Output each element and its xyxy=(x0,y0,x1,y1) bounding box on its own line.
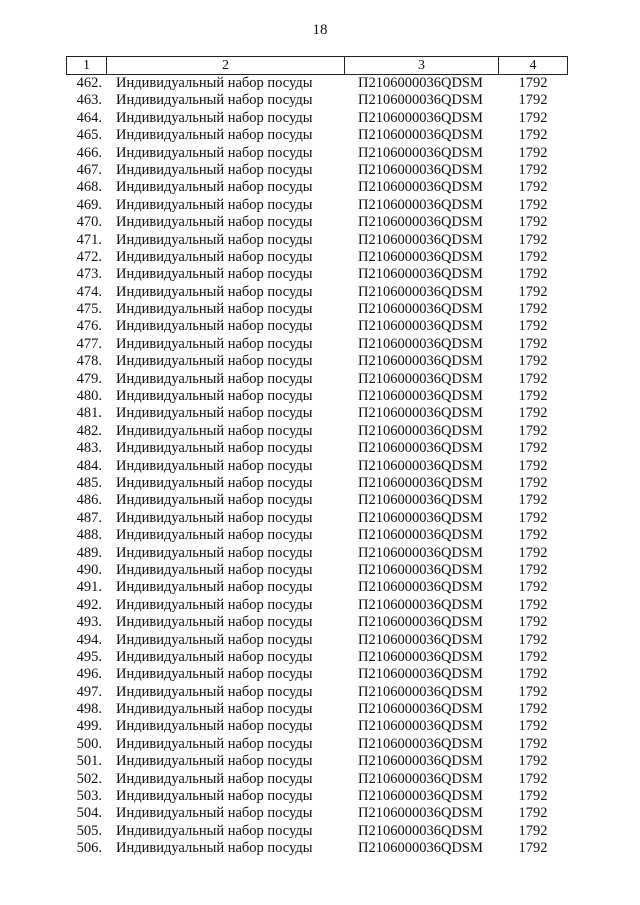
item-name: Индивидуальный набор посуды xyxy=(116,770,313,787)
table-row xyxy=(66,632,568,649)
item-code: П2106000036QDSM xyxy=(358,527,483,544)
item-name: Индивидуальный набор посуды xyxy=(116,474,313,491)
table-row xyxy=(66,545,568,562)
row-number: 485. xyxy=(76,474,102,491)
item-quantity: 1792 xyxy=(518,231,548,248)
row-number: 465. xyxy=(76,127,102,144)
item-code: П2106000036QDSM xyxy=(358,666,483,683)
table-row xyxy=(66,405,568,422)
row-number: 469. xyxy=(76,196,102,213)
row-number: 472. xyxy=(76,248,102,265)
item-code: П2106000036QDSM xyxy=(358,179,483,196)
item-name: Индивидуальный набор посуды xyxy=(116,492,313,509)
row-number: 475. xyxy=(76,301,102,318)
table-row xyxy=(66,562,568,579)
row-number: 499. xyxy=(76,718,102,735)
item-quantity: 1792 xyxy=(518,596,548,613)
row-number: 486. xyxy=(76,492,102,509)
item-name: Индивидуальный набор посуды xyxy=(116,144,313,161)
item-name: Индивидуальный набор посуды xyxy=(116,388,313,405)
item-name: Индивидуальный набор посуды xyxy=(116,127,313,144)
item-quantity: 1792 xyxy=(518,144,548,161)
item-code: П2106000036QDSM xyxy=(358,753,483,770)
item-name: Индивидуальный набор посуды xyxy=(116,161,313,178)
table-row xyxy=(66,336,568,353)
row-number: 480. xyxy=(76,388,102,405)
row-number: 501. xyxy=(76,753,102,770)
row-number: 464. xyxy=(76,109,102,126)
table-row xyxy=(66,284,568,301)
item-code: П2106000036QDSM xyxy=(358,370,483,387)
item-code: П2106000036QDSM xyxy=(358,805,483,822)
item-code: П2106000036QDSM xyxy=(358,509,483,526)
item-name: Индивидуальный набор посуды xyxy=(116,561,313,578)
item-quantity: 1792 xyxy=(518,735,548,752)
item-code: П2106000036QDSM xyxy=(358,544,483,561)
item-quantity: 1792 xyxy=(518,127,548,144)
item-code: П2106000036QDSM xyxy=(358,701,483,718)
table-row xyxy=(66,805,568,822)
table-row xyxy=(66,458,568,475)
item-code: П2106000036QDSM xyxy=(358,301,483,318)
table-row xyxy=(66,736,568,753)
row-number: 496. xyxy=(76,666,102,683)
table-row xyxy=(66,214,568,231)
item-code: П2106000036QDSM xyxy=(358,718,483,735)
item-name: Индивидуальный набор посуды xyxy=(116,405,313,422)
item-name: Индивидуальный набор посуды xyxy=(116,683,313,700)
item-quantity: 1792 xyxy=(518,161,548,178)
row-number: 489. xyxy=(76,544,102,561)
row-number: 481. xyxy=(76,405,102,422)
item-code: П2106000036QDSM xyxy=(358,683,483,700)
table-row xyxy=(66,162,568,179)
item-name: Индивидуальный набор посуды xyxy=(116,214,313,231)
table-row xyxy=(66,301,568,318)
item-code: П2106000036QDSM xyxy=(358,788,483,805)
item-name: Индивидуальный набор посуды xyxy=(116,370,313,387)
table-row xyxy=(66,371,568,388)
item-quantity: 1792 xyxy=(518,457,548,474)
item-code: П2106000036QDSM xyxy=(358,75,483,91)
item-code: П2106000036QDSM xyxy=(358,561,483,578)
row-number: 463. xyxy=(76,92,102,109)
item-quantity: 1792 xyxy=(518,353,548,370)
table-row xyxy=(66,771,568,788)
item-quantity: 1792 xyxy=(518,214,548,231)
item-name: Индивидуальный набор посуды xyxy=(116,753,313,770)
item-name: Индивидуальный набор посуды xyxy=(116,648,313,665)
item-code: П2106000036QDSM xyxy=(358,422,483,439)
table-row xyxy=(66,753,568,770)
table-row xyxy=(66,75,568,92)
item-name: Индивидуальный набор посуды xyxy=(116,544,313,561)
table-header xyxy=(66,56,568,75)
item-code: П2106000036QDSM xyxy=(358,127,483,144)
table-row xyxy=(66,179,568,196)
table-row xyxy=(66,718,568,735)
item-code: П2106000036QDSM xyxy=(358,440,483,457)
item-code: П2106000036QDSM xyxy=(358,214,483,231)
item-name: Индивидуальный набор посуды xyxy=(116,579,313,596)
item-name: Индивидуальный набор посуды xyxy=(116,335,313,352)
column-header-4: 4 xyxy=(498,57,568,74)
row-number: 466. xyxy=(76,144,102,161)
row-number: 495. xyxy=(76,648,102,665)
table-row xyxy=(66,614,568,631)
item-code: П2106000036QDSM xyxy=(358,457,483,474)
item-quantity: 1792 xyxy=(518,509,548,526)
item-name: Индивидуальный набор посуды xyxy=(116,701,313,718)
item-name: Индивидуальный набор посуды xyxy=(116,248,313,265)
item-name: Индивидуальный набор посуды xyxy=(116,631,313,648)
item-quantity: 1792 xyxy=(518,492,548,509)
item-code: П2106000036QDSM xyxy=(358,109,483,126)
item-code: П2106000036QDSM xyxy=(358,648,483,665)
table-row xyxy=(66,579,568,596)
item-name: Индивидуальный набор посуды xyxy=(116,735,313,752)
item-code: П2106000036QDSM xyxy=(358,92,483,109)
item-quantity: 1792 xyxy=(518,196,548,213)
row-number: 506. xyxy=(76,840,102,857)
row-number: 462. xyxy=(76,75,102,91)
item-quantity: 1792 xyxy=(518,805,548,822)
item-quantity: 1792 xyxy=(518,770,548,787)
item-quantity: 1792 xyxy=(518,283,548,300)
item-name: Индивидуальный набор посуды xyxy=(116,718,313,735)
item-code: П2106000036QDSM xyxy=(358,196,483,213)
item-name: Индивидуальный набор посуды xyxy=(116,509,313,526)
item-name: Индивидуальный набор посуды xyxy=(116,353,313,370)
row-number: 505. xyxy=(76,822,102,839)
row-number: 479. xyxy=(76,370,102,387)
item-code: П2106000036QDSM xyxy=(358,770,483,787)
item-code: П2106000036QDSM xyxy=(358,822,483,839)
item-quantity: 1792 xyxy=(518,631,548,648)
item-code: П2106000036QDSM xyxy=(358,405,483,422)
item-quantity: 1792 xyxy=(518,109,548,126)
item-name: Индивидуальный набор посуды xyxy=(116,527,313,544)
item-quantity: 1792 xyxy=(518,318,548,335)
item-name: Индивидуальный набор посуды xyxy=(116,422,313,439)
item-code: П2106000036QDSM xyxy=(358,248,483,265)
row-number: 482. xyxy=(76,422,102,439)
table-row xyxy=(66,701,568,718)
table-row xyxy=(66,127,568,144)
item-quantity: 1792 xyxy=(518,474,548,491)
item-code: П2106000036QDSM xyxy=(358,474,483,491)
item-quantity: 1792 xyxy=(518,614,548,631)
row-number: 474. xyxy=(76,283,102,300)
item-code: П2106000036QDSM xyxy=(358,161,483,178)
row-number: 483. xyxy=(76,440,102,457)
item-quantity: 1792 xyxy=(518,544,548,561)
item-name: Индивидуальный набор посуды xyxy=(116,614,313,631)
item-name: Индивидуальный набор посуды xyxy=(116,666,313,683)
row-number: 497. xyxy=(76,683,102,700)
table-row xyxy=(66,249,568,266)
row-number: 490. xyxy=(76,561,102,578)
table-body xyxy=(66,75,568,858)
column-header-2: 2 xyxy=(106,57,344,74)
row-number: 478. xyxy=(76,353,102,370)
column-header-3: 3 xyxy=(344,57,498,74)
item-name: Индивидуальный набор посуды xyxy=(116,179,313,196)
row-number: 491. xyxy=(76,579,102,596)
table-row xyxy=(66,510,568,527)
item-code: П2106000036QDSM xyxy=(358,840,483,857)
item-name: Индивидуальный набор посуды xyxy=(116,457,313,474)
table-row xyxy=(66,788,568,805)
table-row xyxy=(66,353,568,370)
item-quantity: 1792 xyxy=(518,179,548,196)
item-code: П2106000036QDSM xyxy=(358,318,483,335)
item-name: Индивидуальный набор посуды xyxy=(116,109,313,126)
item-quantity: 1792 xyxy=(518,666,548,683)
row-number: 473. xyxy=(76,266,102,283)
item-code: П2106000036QDSM xyxy=(358,596,483,613)
item-code: П2106000036QDSM xyxy=(358,231,483,248)
row-number: 488. xyxy=(76,527,102,544)
item-quantity: 1792 xyxy=(518,370,548,387)
row-number: 468. xyxy=(76,179,102,196)
table-row xyxy=(66,475,568,492)
table-row xyxy=(66,197,568,214)
row-number: 476. xyxy=(76,318,102,335)
item-code: П2106000036QDSM xyxy=(358,614,483,631)
item-quantity: 1792 xyxy=(518,301,548,318)
item-quantity: 1792 xyxy=(518,405,548,422)
item-code: П2106000036QDSM xyxy=(358,353,483,370)
item-quantity: 1792 xyxy=(518,701,548,718)
table-row xyxy=(66,649,568,666)
table-row xyxy=(66,823,568,840)
item-name: Индивидуальный набор посуды xyxy=(116,283,313,300)
item-quantity: 1792 xyxy=(518,75,548,91)
row-number: 494. xyxy=(76,631,102,648)
item-quantity: 1792 xyxy=(518,822,548,839)
item-name: Индивидуальный набор посуды xyxy=(116,266,313,283)
item-name: Индивидуальный набор посуды xyxy=(116,788,313,805)
row-number: 503. xyxy=(76,788,102,805)
item-quantity: 1792 xyxy=(518,335,548,352)
item-name: Индивидуальный набор посуды xyxy=(116,301,313,318)
item-quantity: 1792 xyxy=(518,718,548,735)
item-code: П2106000036QDSM xyxy=(358,335,483,352)
item-name: Индивидуальный набор посуды xyxy=(116,92,313,109)
table-row xyxy=(66,232,568,249)
item-code: П2106000036QDSM xyxy=(358,735,483,752)
table-row xyxy=(66,492,568,509)
item-quantity: 1792 xyxy=(518,561,548,578)
row-number: 492. xyxy=(76,596,102,613)
item-quantity: 1792 xyxy=(518,92,548,109)
item-quantity: 1792 xyxy=(518,527,548,544)
item-name: Индивидуальный набор посуды xyxy=(116,231,313,248)
row-number: 467. xyxy=(76,161,102,178)
row-number: 470. xyxy=(76,214,102,231)
table-row xyxy=(66,92,568,109)
table-row xyxy=(66,145,568,162)
item-quantity: 1792 xyxy=(518,788,548,805)
item-name: Индивидуальный набор посуды xyxy=(116,805,313,822)
table-row xyxy=(66,423,568,440)
table-row xyxy=(66,840,568,857)
item-name: Индивидуальный набор посуды xyxy=(116,196,313,213)
item-quantity: 1792 xyxy=(518,753,548,770)
row-number: 487. xyxy=(76,509,102,526)
item-code: П2106000036QDSM xyxy=(358,492,483,509)
items-table xyxy=(66,56,568,858)
row-number: 498. xyxy=(76,701,102,718)
table-row xyxy=(66,388,568,405)
item-name: Индивидуальный набор посуды xyxy=(116,318,313,335)
item-quantity: 1792 xyxy=(518,683,548,700)
table-row xyxy=(66,597,568,614)
item-code: П2106000036QDSM xyxy=(358,144,483,161)
item-code: П2106000036QDSM xyxy=(358,579,483,596)
item-name: Индивидуальный набор посуды xyxy=(116,822,313,839)
item-quantity: 1792 xyxy=(518,266,548,283)
item-quantity: 1792 xyxy=(518,388,548,405)
table-row xyxy=(66,684,568,701)
table-row xyxy=(66,318,568,335)
row-number: 500. xyxy=(76,735,102,752)
row-number: 504. xyxy=(76,805,102,822)
row-number: 471. xyxy=(76,231,102,248)
item-quantity: 1792 xyxy=(518,422,548,439)
table-row xyxy=(66,666,568,683)
row-number: 484. xyxy=(76,457,102,474)
item-code: П2106000036QDSM xyxy=(358,266,483,283)
item-quantity: 1792 xyxy=(518,248,548,265)
item-quantity: 1792 xyxy=(518,440,548,457)
item-code: П2106000036QDSM xyxy=(358,283,483,300)
item-name: Индивидуальный набор посуды xyxy=(116,440,313,457)
item-name: Индивидуальный набор посуды xyxy=(116,840,313,857)
page-number: 18 xyxy=(312,22,328,38)
item-name: Индивидуальный набор посуды xyxy=(116,75,313,91)
table-row xyxy=(66,266,568,283)
row-number: 477. xyxy=(76,335,102,352)
item-quantity: 1792 xyxy=(518,579,548,596)
item-quantity: 1792 xyxy=(518,840,548,857)
table-row xyxy=(66,527,568,544)
row-number: 502. xyxy=(76,770,102,787)
column-header-1: 1 xyxy=(66,57,106,74)
item-code: П2106000036QDSM xyxy=(358,631,483,648)
row-number: 493. xyxy=(76,614,102,631)
item-code: П2106000036QDSM xyxy=(358,388,483,405)
item-name: Индивидуальный набор посуды xyxy=(116,596,313,613)
table-row xyxy=(66,440,568,457)
item-quantity: 1792 xyxy=(518,648,548,665)
table-row xyxy=(66,110,568,127)
